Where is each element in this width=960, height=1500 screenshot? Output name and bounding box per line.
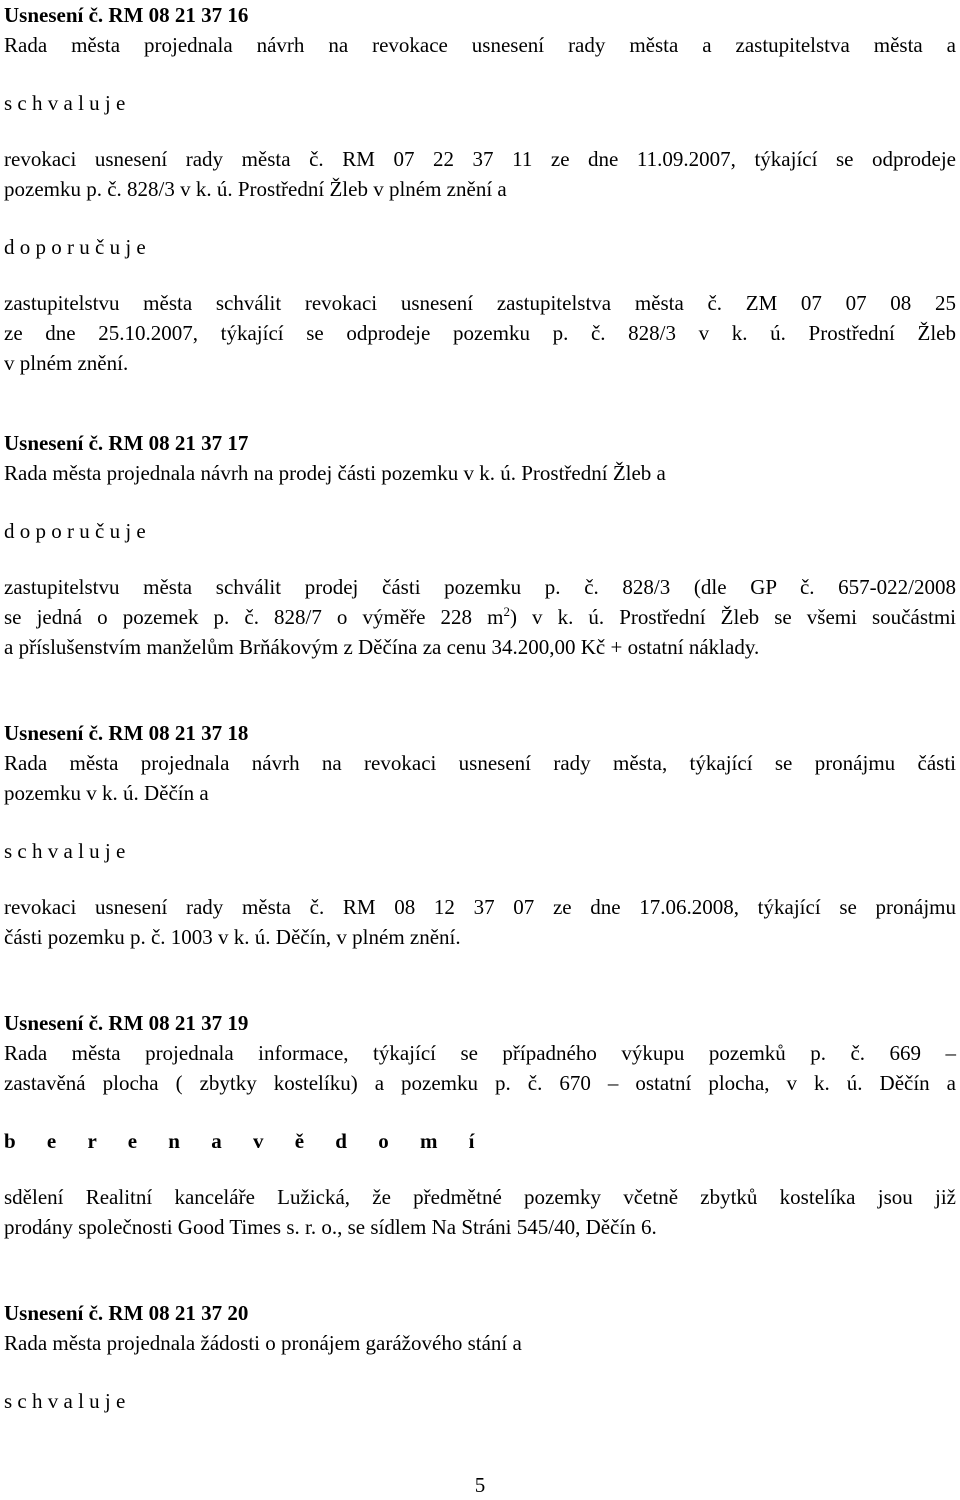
verb-approves: s c h v a l u j e: [4, 91, 126, 115]
superscript: 2: [503, 604, 510, 619]
page-number: 5: [474, 1473, 486, 1497]
body-line: pozemku p. č. 828/3 v k. ú. Prostřední Žleb v plném znění a: [4, 177, 507, 201]
body-line: ze dne 25.10.2007, týkající se odprodeje pozemku p. č. 828/3 v k. ú. Prostřední Žleb: [4, 321, 956, 345]
heading-number: RM 08 21 37 17: [108, 431, 249, 455]
body-text: se jedná o pozemek p. č. 828/7 o výměře 228 m: [4, 605, 504, 629]
heading-number: RM 08 21 37 16: [108, 3, 249, 27]
intro-line: zastavěná plocha ( zbytky kostelíku) a pozemku p. č. 670 – ostatní plocha, v k. ú. Děčín a: [4, 1071, 956, 1095]
verb-approves: s c h v a l u j e: [4, 1389, 126, 1413]
body-line: prodány společnosti Good Times s. r. o., se sídlem Na Stráni 545/40, Děčín 6.: [4, 1215, 657, 1239]
body-line: revokaci usnesení rady města č. RM 07 22 37 11 ze dne 11.09.2007, týkající se odprodeje: [4, 147, 956, 171]
verb-recommends: d o p o r u č u j e: [4, 519, 146, 543]
body-line: revokaci usnesení rady města č. RM 08 12 37 07 ze dne 17.06.2008, týkající se pronájmu: [4, 895, 956, 919]
body-line: [4, 602, 956, 632]
heading-number: RM 08 21 37 20: [108, 1301, 249, 1325]
intro-line: Rada města projednala žádosti o pronájem garážového stání a: [4, 1331, 522, 1355]
heading-label: Usnesení č.: [4, 721, 104, 745]
body-line: v plném znění.: [4, 351, 129, 375]
verb-recommends: d o p o r u č u j e: [4, 235, 146, 259]
body-text: ) v k. ú. Prostřední Žleb se všemi součástmi: [509, 605, 957, 629]
resolution-heading: [4, 1008, 956, 1038]
intro-line: Rada města projednala návrh na revokace usnesení rady města a zastupitelstva města a: [4, 33, 956, 57]
intro-line: Rada města projednala informace, týkající se případného výkupu pozemků p. č. 669 –: [4, 1041, 956, 1065]
intro-line: pozemku v k. ú. Děčín a: [4, 781, 209, 805]
heading-number: RM 08 21 37 18: [108, 721, 249, 745]
resolution-heading: [4, 718, 956, 748]
verb-approves: s c h v a l u j e: [4, 839, 126, 863]
body-line: a příslušenstvím manželům Brňákovým z Děčína za cenu 34.200,00 Kč + ostatní náklady.: [4, 635, 760, 659]
heading-label: Usnesení č.: [4, 431, 104, 455]
verb-takes-note: b e r e n a v ě d o m í: [4, 1129, 475, 1153]
body-line: zastupitelstvu města schválit revokaci usnesení zastupitelstva města č. ZM 07 07 08 25: [4, 291, 956, 315]
resolution-heading: [4, 0, 956, 30]
body-line: části pozemku p. č. 1003 v k. ú. Děčín, v plném znění.: [4, 925, 461, 949]
heading-label: Usnesení č.: [4, 1301, 104, 1325]
heading-number: RM 08 21 37 19: [108, 1011, 249, 1035]
body-line: sdělení Realitní kanceláře Lužická, že předmětné pozemky včetně zbytků kostelíka jsou již: [4, 1185, 956, 1209]
resolution-16: [4, 0, 956, 378]
intro-line: Rada města projednala návrh na revokaci usnesení rady města, týkající se pronájmu části: [4, 751, 956, 775]
heading-label: Usnesení č.: [4, 3, 104, 27]
heading-label: Usnesení č.: [4, 1011, 104, 1035]
resolution-20: [4, 1298, 956, 1416]
resolution-18: [4, 718, 956, 952]
resolution-17: [4, 428, 956, 662]
resolution-heading: [4, 1298, 956, 1328]
resolution-heading: [4, 428, 956, 458]
body-line: zastupitelstvu města schválit prodej části pozemku p. č. 828/3 (dle GP č. 657-022/2008: [4, 575, 956, 599]
intro-line: Rada města projednala návrh na prodej části pozemku v k. ú. Prostřední Žleb a: [4, 461, 666, 485]
resolution-19: [4, 1008, 956, 1242]
